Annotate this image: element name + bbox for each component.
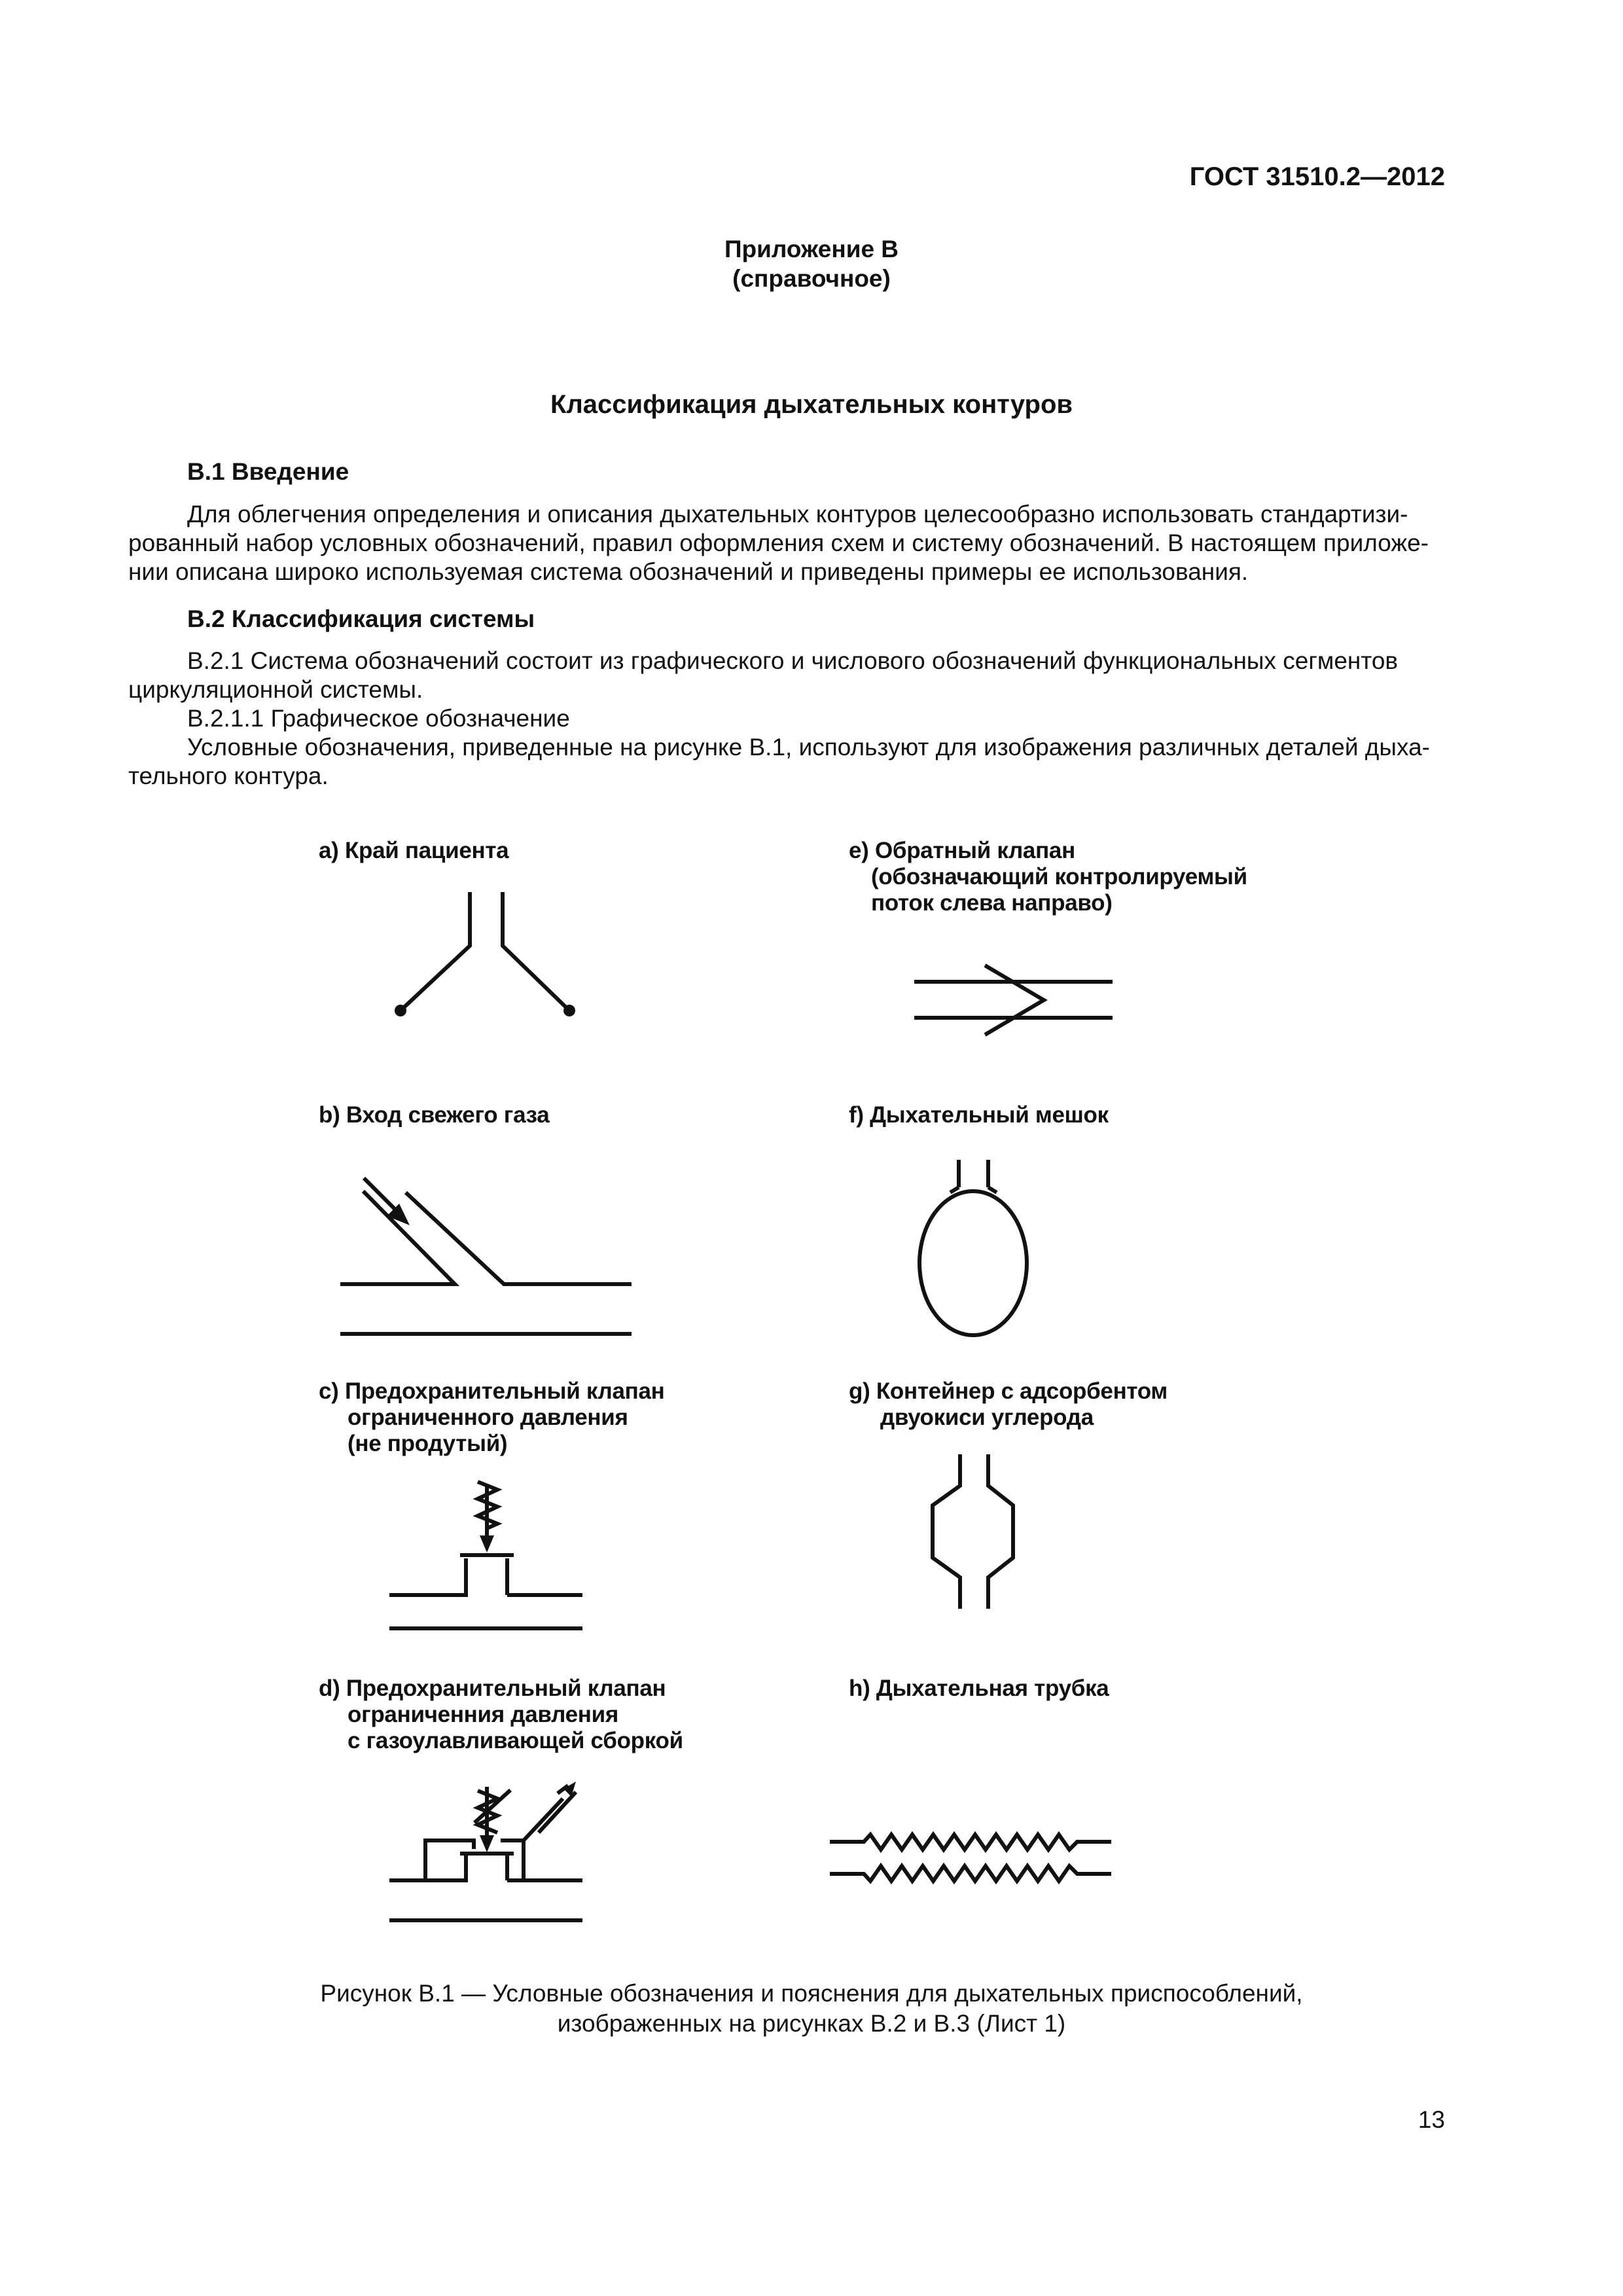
label-apl-scavenging-3: с газоулавливающей сборкой — [348, 1728, 683, 1753]
apl-scavenging-symbol — [389, 1782, 582, 1920]
label-fresh-gas: b) Вход свежего газа — [319, 1102, 550, 1128]
label-absorber-2: двуокиси углерода — [880, 1405, 1094, 1430]
standard-number: ГОСТ 31510.2—2012 — [1189, 162, 1445, 191]
label-apl-scavenging: d) Предохранительный клапан — [319, 1676, 666, 1701]
appendix-note: (справочное) — [732, 265, 891, 292]
breathing-bag-symbol — [919, 1160, 1027, 1335]
co2-absorber-symbol — [933, 1454, 1013, 1609]
figure-caption-line-2: изображенных на рисунках В.2 и В.3 (Лист 1) — [557, 2010, 1066, 2037]
label-absorber: g) Контейнер с адсорбентом — [849, 1378, 1168, 1404]
appendix-title: Приложение В — [724, 236, 899, 262]
breathing-tube-symbol — [830, 1835, 1111, 1881]
figure-caption-line-1: Рисунок В.1 — Условные обозначения и пояснения для дыхательных приспособлений, — [320, 1980, 1303, 2007]
label-apl-valve-2: ограниченного давления — [348, 1405, 628, 1430]
intro-line-1: Для облегчения определения и описания дыхательных контуров целесообразно использовать стандартизи- — [187, 501, 1408, 528]
label-breathing-tube: h) Дыхательная трубка — [849, 1676, 1109, 1701]
label-apl-valve: c) Предохранительный клапан — [319, 1378, 665, 1404]
apl-valve-symbol — [389, 1482, 582, 1628]
classification-line-5: тельного контура. — [128, 762, 329, 789]
patient-end-symbol — [395, 892, 575, 1016]
intro-line-3: нии описана широко используемая система обозначений и приведены примеры ее использования. — [128, 558, 1249, 585]
page-number: 13 — [1418, 2106, 1445, 2133]
label-breathing-bag: f) Дыхательный мешок — [849, 1102, 1109, 1128]
classification-line-4: Условные обозначения, приведенные на рисунке В.1, используют для изображения различных деталей дыха- — [187, 734, 1430, 761]
label-apl-valve-3: (не продутый) — [348, 1431, 508, 1456]
label-check-valve: e) Обратный клапан — [849, 838, 1075, 863]
classification-line-2: циркуляционной системы. — [128, 676, 423, 703]
label-check-valve-2: (обозначающий контролируемый — [871, 864, 1247, 889]
intro-line-2: рованный набор условных обозначений, правил оформления схем и систему обозначений. В настоящем приложе- — [128, 529, 1429, 556]
section-title: Классификация дыхательных контуров — [550, 390, 1073, 419]
label-patient-end: а) Край пациента — [319, 838, 509, 863]
label-check-valve-3: поток слева направо) — [871, 890, 1113, 916]
check-valve-symbol — [914, 965, 1113, 1035]
classification-line-1: В.2.1 Система обозначений состоит из графического и числового обозначений функциональных сегментов — [187, 647, 1399, 674]
fresh-gas-inlet-symbol — [340, 1178, 632, 1334]
section-heading-classification: В.2 Классификация системы — [187, 605, 535, 632]
section-heading-intro: В.1 Введение — [187, 458, 349, 485]
label-apl-scavenging-2: ограниченния давления — [348, 1702, 618, 1727]
classification-line-3: В.2.1.1 Графическое обозначение — [187, 705, 570, 732]
